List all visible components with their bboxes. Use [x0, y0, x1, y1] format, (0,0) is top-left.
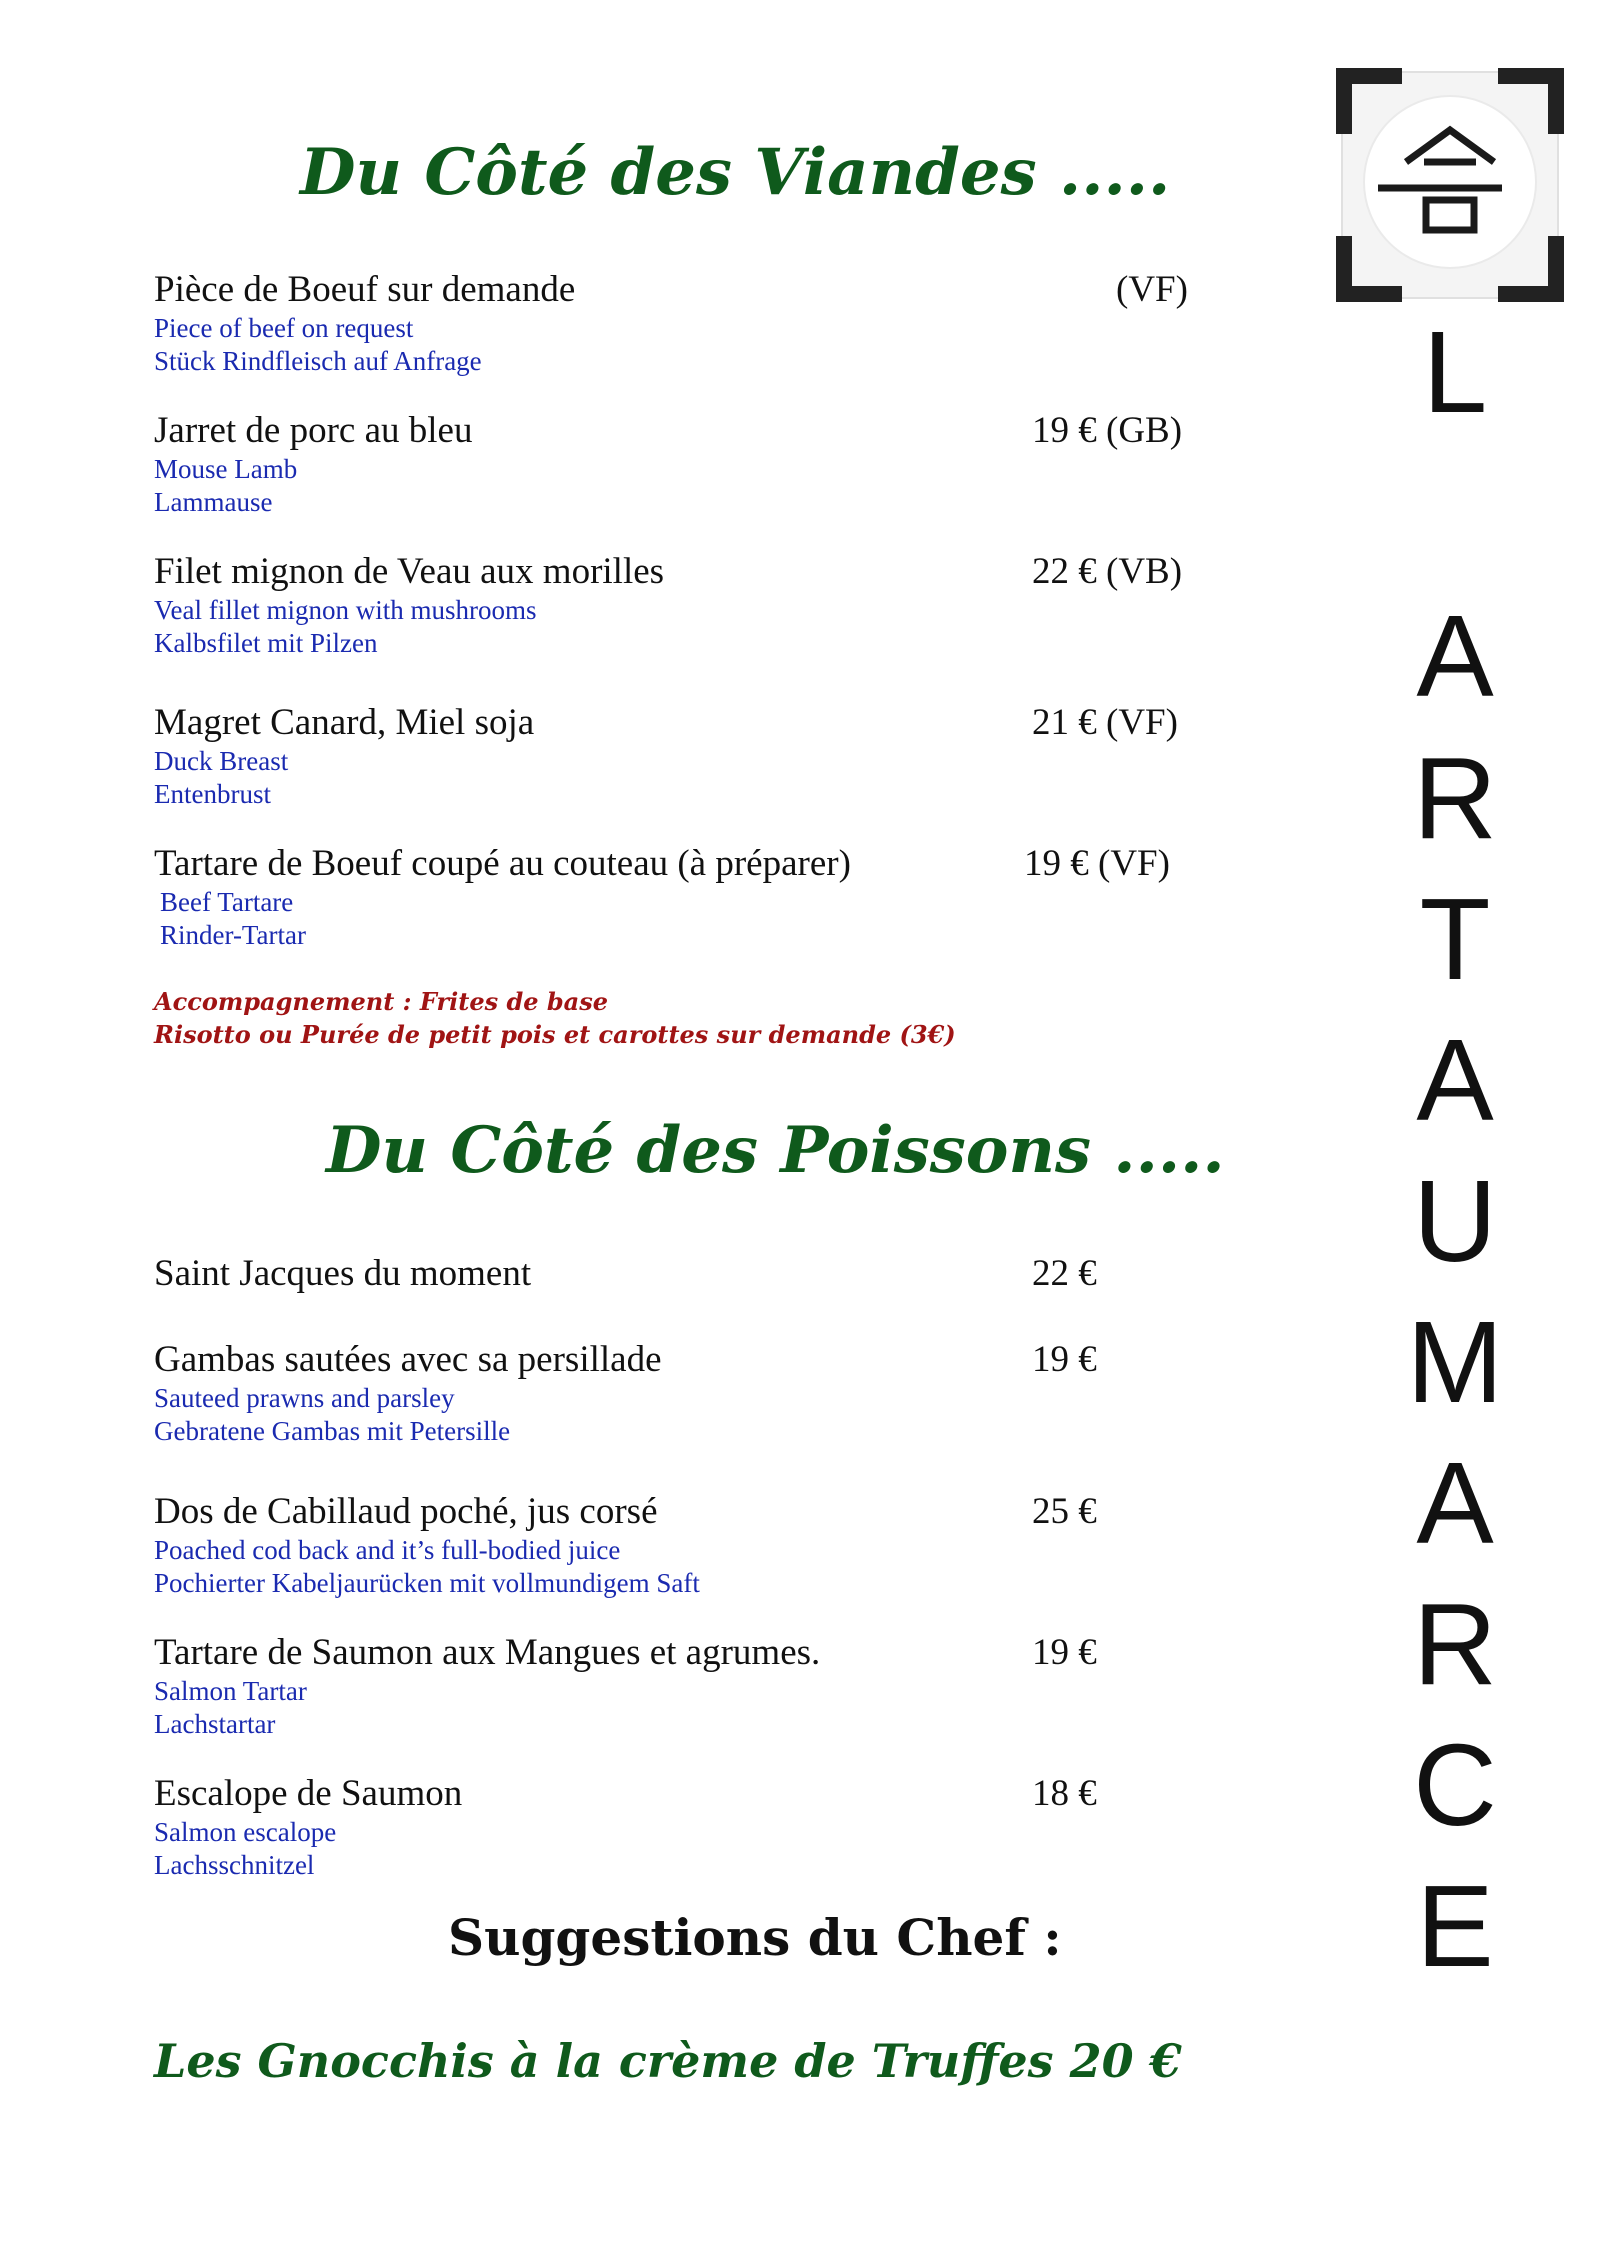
menu-item — [154, 1252, 1204, 1296]
dish-name: Tartare de Saumon aux Mangues et agrumes. — [154, 1632, 821, 1673]
menu-item — [154, 842, 1204, 952]
section-title-viandes: Du Côté des Viandes ..... — [300, 135, 1171, 210]
menu-item — [154, 701, 1204, 811]
menu-item — [154, 1490, 1204, 1600]
dish-price: (VF) — [1116, 269, 1188, 310]
dish-name: Escalope de Saumon — [154, 1773, 463, 1814]
dish-price: 19 € (VF) — [1024, 843, 1170, 884]
dish-translation-en: Piece of beef on request — [154, 313, 414, 343]
restaurant-logo — [1330, 62, 1570, 312]
dish-translation-en: Sauteed prawns and parsley — [154, 1383, 455, 1413]
dish-name: Filet mignon de Veau aux morilles — [154, 551, 665, 592]
menu-item — [154, 1338, 1204, 1448]
menu-item — [154, 1631, 1204, 1741]
dish-name: Saint Jacques du moment — [154, 1253, 532, 1294]
dish-name: Gambas sautées avec sa persillade — [154, 1339, 662, 1380]
dish-translation-de: Pochierter Kabeljaurücken mit vollmundigem Saft — [154, 1568, 700, 1598]
dish-name: Magret Canard, Miel soja — [154, 702, 535, 743]
restaurant-name-letter: R — [1413, 733, 1497, 863]
dish-price: 19 € (GB) — [1032, 410, 1183, 451]
dish-name: Jarret de porc au bleu — [154, 410, 473, 451]
restaurant-name-letter: A — [1416, 1015, 1494, 1145]
dish-translation-en: Salmon escalope — [154, 1817, 337, 1847]
dish-translation-en: Duck Breast — [154, 746, 289, 776]
accompaniment-note: Accompagnement : Frites de base — [154, 987, 608, 1016]
restaurant-name-letter: E — [1416, 1861, 1494, 1991]
dish-translation-de: Rinder-Tartar — [160, 920, 306, 950]
chef-suggestion-dish: Les Gnocchis à la crème de Truffes 20 € — [154, 2034, 1182, 2088]
dish-translation-en: Mouse Lamb — [154, 454, 298, 484]
dish-translation-de: Lammause — [154, 487, 273, 517]
menu-item — [154, 268, 1204, 378]
restaurant-name-letter: L — [1422, 307, 1488, 437]
dish-price: 25 € — [1032, 1491, 1097, 1532]
dish-translation-en: Veal fillet mignon with mushrooms — [154, 595, 537, 625]
dish-translation-de: Stück Rindfleisch auf Anfrage — [154, 346, 482, 376]
dish-translation-de: Entenbrust — [154, 779, 271, 809]
dish-translation-de: Lachstartar — [154, 1709, 276, 1739]
dish-price: 19 € — [1032, 1339, 1097, 1380]
house-logo-icon — [1330, 62, 1570, 312]
restaurant-name-letter: T — [1419, 874, 1491, 1004]
dish-price: 22 € — [1032, 1253, 1097, 1294]
dish-name: Pièce de Boeuf sur demande — [154, 269, 576, 310]
dish-translation-en: Beef Tartare — [160, 887, 294, 917]
restaurant-name-letter: C — [1413, 1720, 1497, 1850]
dish-translation-en: Poached cod back and it’s full-bodied juice — [154, 1535, 621, 1565]
dish-price: 22 € (VB) — [1032, 551, 1183, 592]
menu-item — [154, 409, 1204, 519]
dish-price: 19 € — [1032, 1632, 1097, 1673]
dish-price: 21 € (VF) — [1032, 702, 1178, 743]
section-title-poissons: Du Côté des Poissons ..... — [326, 1113, 1225, 1188]
dish-translation-en: Salmon Tartar — [154, 1676, 307, 1706]
accompaniment-note: Risotto ou Purée de petit pois et carottes sur demande (3€) — [154, 1020, 956, 1049]
dish-translation-de: Kalbsfilet mit Pilzen — [154, 628, 378, 658]
menu-item — [154, 1772, 1204, 1882]
restaurant-name-letter: U — [1413, 1156, 1497, 1286]
restaurant-name-letter: R — [1413, 1579, 1497, 1709]
menu-item — [154, 550, 1204, 660]
restaurant-name-letter: M — [1406, 1297, 1504, 1427]
chef-suggestions-title: Suggestions du Chef : — [448, 1908, 1062, 1967]
restaurant-name-letter: A — [1416, 1438, 1494, 1568]
dish-translation-de: Lachsschnitzel — [154, 1850, 315, 1880]
dish-translation-de: Gebratene Gambas mit Petersille — [154, 1416, 511, 1446]
restaurant-name-letter: A — [1416, 591, 1494, 721]
dish-name: Tartare de Boeuf coupé au couteau (à préparer) — [154, 843, 851, 884]
dish-price: 18 € — [1032, 1773, 1097, 1814]
dish-name: Dos de Cabillaud poché, jus corsé — [154, 1491, 658, 1532]
